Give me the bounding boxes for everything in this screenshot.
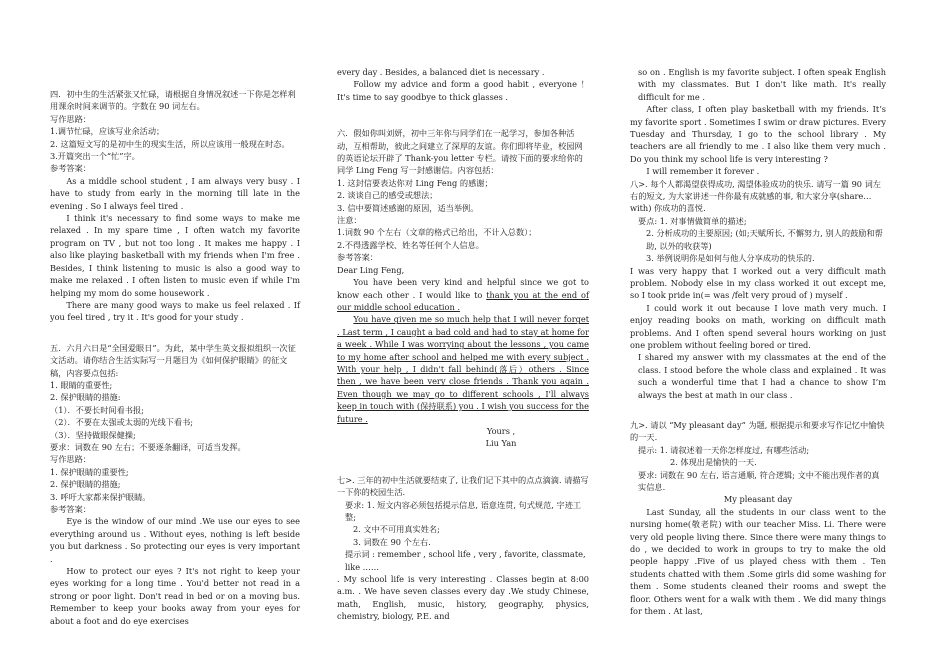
hint-item: 2. 体现出是愉快的一天. [670,457,757,468]
hint-item: 3.开篇突出一个“忙”字。 [50,151,140,162]
continued-text: so on . English is my favorite subject. I often speak English with my classmates. But I don't like math. It's really difficult for me . [638,67,886,102]
continued-text: After class, I often play basketball with my friends. It’s my favorite sport . Sometimes I swim or draw pictures. Every Tuesday and Thursday, I go to the school library . My teachers are all friendly to me . I also like them very much . Do you think my school life is very interesting ? [630,104,886,164]
point-item: 1. 眼睛的重要性; [50,379,113,390]
hint-item: 1.调节忙碌，应该写业余活动； [50,126,165,137]
hint-words: 提示词 : remember , school life , very , favorite, classmate, like …… [345,549,586,572]
hint-item: 2. 保护眼睛的措施; [50,479,121,490]
point-item: 3. 信中要简述感谢的原因，适当举例。 [337,202,479,213]
section-4-title: 四．初中生的生活紧张又忙碌，请根据自身情况叙述一下你是怎样利用课余时间来调节的。字数在 90 词左右。 [50,89,296,112]
note-item: 2.不得透露学校、姓名等任何个人信息。 [337,239,484,250]
essay-paragraph: There are many good ways to make us feel relaxed . If you feel tired , try it . It's good for your study . [50,299,300,323]
essay-paragraph: As a middle school student , I am always very busy . I have to study from early in the morning till late in the evening . So I always feel tired . [50,175,300,211]
requirement: 要求: 1. 短文内容必须包括提示信息, 语意连贯, 句式规范, 字迹工整; [345,499,582,522]
essay-paragraph: I was very happy that I worked out a very difficult math problem. Nobody else in my class worked it out except me, so I took pride in(= was /felt very proud of ) myself . [630,265,886,301]
essay-paragraph: I think it's necessary to find some ways to make me relaxed . In my spare time , I often watch my favorite program on TV , but not too long . It makes me happy . I also like playing basketball with my friends when I'm free . Besides, I think listening to music is also a good way to make me relaxed . I often listen to music even if while I'm helping my mom do some housework . [50,213,300,298]
answer-label: 参考答案： [337,252,378,263]
letter-paragraph [337,313,589,425]
underlined-text: You have given me so much help that I will never forget . Last term , I caught a bad cold and had to stay at home for a week . While I was worrying about the lessons , you came to my home after school and helped me with every subject . With your help , I didn't fall behind(落后）others . Since then , we have been very close friends . Thank you again . Even though we may go to different schools , I'll always keep in touch with (保持联系) you . I wish you success for the future . [337,314,589,424]
point-item: 1. 这封信要表达你对 Ling Feng 的感谢； [337,177,493,188]
answer-label: 参考答案： [50,163,91,174]
point-item: 2. 保护眼睛的措施: [50,392,121,403]
letter-text: You have been very kind and helpful since we got to know each other . I would like to [337,277,589,300]
essay-paragraph: . My school life is very interesting . Classes begin at 8:00 a.m. . We have seven classes every day .We study Chinese, math, English, music, history, geography, physics, chemistry, biology, P.E. and [337,574,589,622]
sub-point-item: （3）．坚持做眼保健操; [50,429,136,440]
point-item: 2. 分析成功的主要原因; (如;天赋所长, 不懈努力, 别人的鼓励和帮助, 以外的收获等) [646,228,883,251]
hint-item: 1. 保护眼睛的重要性; [50,466,129,477]
hint-label: 写作思路： [50,454,91,465]
essay-paragraph: How to protect our eyes ? It's not right to keep your eyes working for a long time . You'd better not read in a strong or poor light. Don't read in bed or on a moving bus. Remember to keep your books away from your eyes for about a foot and do eye exercises [50,566,300,626]
note-label: 注意： [337,215,362,226]
hint-item: 提示: 1. 请叙述着一天你怎样度过, 有哪些活动; [638,444,810,455]
section-5-title: 五．六月六日是“全国爱眼日”。为此，某中学生英文报拟组织一次征文活动。请你结合生活实际写一月题目为《如何保护眼睛》的征文稿，内容要点包括: [50,342,296,378]
underlined-text: thank you at the end of our middle school education . [337,289,589,312]
continued-text: Follow my advice and form a good habit , everyone ！ It's time to say goodbye to thick glasses . [337,79,589,102]
section-9-title: 九>. 请以 “My pleasant day” 为题, 根据提示和要求写作记忆中愉快的一天. [630,419,885,443]
hint-label: 写作思路： [50,113,91,124]
point-item: 3. 举例说明你是如何与他人分享成功的快乐的. [646,253,815,264]
continued-text: every day . Besides, a balanced diet is necessary . [337,67,545,77]
letter-greeting: Dear Ling Feng, [337,264,405,275]
essay-paragraph: Eye is the window of our mind .We use our eyes to see everything around us . Without eyes, nothing is left beside you but darkness . So protecting our eyes is very important . [50,516,300,564]
essay-paragraph: I shared my answer with my classmates at the end of the class. I stood before the whole class and explained . It was such a wonderful time that I had a chance to show I’m always the best at math in our class . [638,352,886,400]
answer-label: 参考答案： [50,504,91,514]
requirement: 2. 文中不可用真实姓名; [353,524,440,535]
hint-item: 3. 呼吁大家都来保护眼睛。 [50,491,151,502]
section-7-title: 七>. 三年的初中生活就要结束了, 让我们记下其中的点点滴滴. 请描写一下你的校园生活. [337,474,589,498]
section-8-title: 八>. 每个人都渴望获得成功, 渴望体验成功的快乐. 请写一篇 90 词左右的短文, 为大家讲述一件你最有成就感的事, 和大家分享(share… with) 你成功的喜悦. [630,178,881,214]
continued-text: I will remember it forever . [646,166,760,177]
column-middle [337,66,589,623]
point-item: 2. 谈谈自己的感受或想法； [337,190,438,201]
column-left [50,88,300,627]
sub-point-item: （1）．不要长时间看书报; [50,404,144,415]
hint-item: 2. 这篇短文写的是初中生的现实生活，所以应该用一般现在时态。 [50,138,290,149]
requirement: 3. 词数在 90 个左右. [353,536,431,547]
essay-paragraph: Last Sunday, all the students in our class went to the nursing home(敬老院) with our teacher Miss. Li. There were very old people living there. Since there were many things to do , we decided to work in groups to try to make the old people happy .Five of us played chess with them . Ten students chatted with them .Some girls did some washing for them . Some students cleaned their rooms and swept the floor. Others went for a walk with them . We did many things for them . At last, [630,506,886,617]
point-item: 要点: 1. 对事情做简单的描述; [638,215,747,226]
essay-paragraph: I could work it out because I love math very much. I enjoy reading books on math, working on difficult math problems. And I often spend several hours working on just one problem without feeling bored or tired. [630,302,886,350]
requirement: 要求：词数在 90 左右；不要逐条翻译，可适当发挥。 [50,441,246,452]
section-6-title: 六．假如你叫刘妍，初中三年你与同学们在一起学习，参加各种活动，互相帮助，彼此之间建立了深厚的友谊。你们即将毕业，校园网的英语论坛开辟了 Thank-you letter 专栏。请按下面的要求给你的同学 Ling Feng 写一封感谢信。内容包括： [337,128,583,176]
sub-point-item: （2）．不要在太强或太弱的光线下看书; [50,417,194,428]
letter-signature: Liu Yan [485,438,517,449]
requirement: 要求: 词数在 90 左右, 语言通顺, 符合逻辑; 文中不能出现作者的真实信息. [638,469,880,492]
note-item: 1.词数 90 个左右（文章的格式已给出，不计入总数）； [337,227,537,238]
letter-paragraph [337,276,589,313]
letter-closing: Yours , [486,425,516,436]
column-right [630,66,886,617]
essay-title: My pleasant day [723,494,793,505]
